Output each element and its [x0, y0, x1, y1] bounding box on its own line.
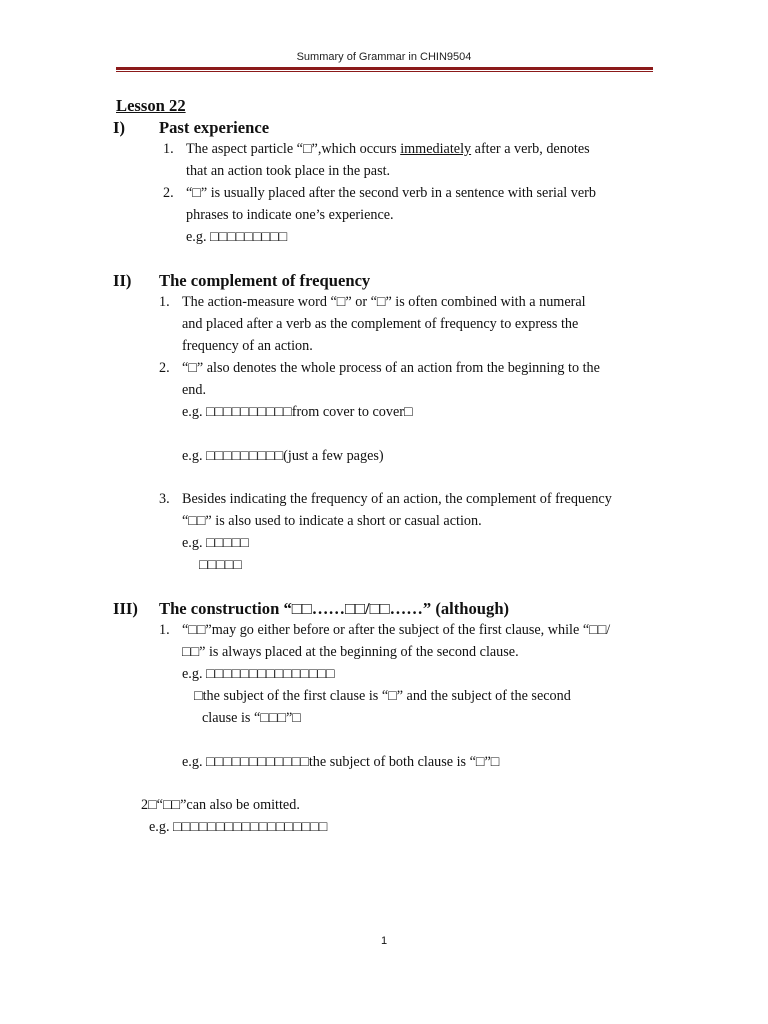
s1-item-1-line-1: The aspect particle “□”,which occurs immediately after a verb, denotes [186, 141, 590, 157]
section-3-title: The construction “□□……□□/□□……” (although) [159, 599, 510, 618]
page-number: 1 [380, 935, 388, 947]
section-1-number: I) [113, 118, 125, 137]
s3-example-1: e.g. □□□□□□□□□□□□□□□ [182, 666, 335, 682]
s3-item-2-line: 2□“□□”can also be omitted. [141, 797, 300, 813]
header-rule-thick [116, 67, 653, 70]
s3-example-3: e.g. □□□□□□□□□□□□□□□□□□ [149, 819, 328, 835]
s3-example-2: e.g. □□□□□□□□□□□□the subject of both clause is “□”□ [182, 754, 500, 770]
section-2-title: The complement of frequency [159, 271, 371, 290]
s1-item-1-number: 1. [163, 141, 174, 157]
s1-item-2-line-2: phrases to indicate one’s experience. [186, 207, 394, 223]
s2-example-3a: e.g. □□□□□ [182, 535, 249, 551]
s3-item-1-line-1: “□□”may go either before or after the subject of the first clause, while “□□/ [182, 622, 611, 638]
s2-item-2-line-2: end. [182, 382, 207, 398]
s1-item-2-line-1: “□” is usually placed after the second verb in a sentence with serial verb [186, 185, 596, 201]
s2-item-1-line-3: frequency of an action. [182, 338, 313, 354]
section-2-number: II) [113, 271, 132, 290]
s1-item-1-line-2: that an action took place in the past. [186, 163, 391, 179]
s2-item-1-line-1: The action-measure word “□” or “□” is often combined with a numeral [182, 294, 586, 310]
s2-example-1: e.g. □□□□□□□□□□from cover to cover□ [182, 404, 413, 420]
section-3-number: III) [113, 599, 138, 618]
running-header: Summary of Grammar in CHIN9504 [296, 51, 472, 63]
emphasis-immediately: immediately [400, 141, 472, 157]
s1-item-2-number: 2. [163, 185, 174, 201]
s2-item-3-number: 3. [159, 491, 170, 507]
lesson-title: Lesson 22 [116, 96, 186, 115]
section-1-title: Past experience [159, 118, 270, 137]
s1-example: e.g. □□□□□□□□□ [186, 229, 288, 245]
s3-item-1-number: 1. [159, 622, 170, 638]
s3-note-1-line-2: clause is “□□□”□ [202, 710, 301, 726]
header-rule-thin [116, 71, 653, 72]
s2-item-1-line-2: and placed after a verb as the complement of frequency to express the [182, 316, 579, 332]
s2-item-3-line-2: “□□” is also used to indicate a short or casual action. [182, 513, 482, 529]
s2-item-2-line-1: “□” also denotes the whole process of an action from the beginning to the [182, 360, 600, 376]
s2-example-3b: □□□□□ [199, 557, 242, 573]
s2-item-1-number: 1. [159, 294, 170, 310]
s3-note-1-line-1: □the subject of the first clause is “□” and the subject of the second [194, 688, 571, 704]
s2-example-2: e.g. □□□□□□□□□(just a few pages) [182, 448, 384, 464]
s2-item-3-line-1: Besides indicating the frequency of an action, the complement of frequency [182, 491, 612, 507]
s3-item-1-line-2: □□” is always placed at the beginning of the second clause. [182, 644, 519, 660]
s2-item-2-number: 2. [159, 360, 170, 376]
